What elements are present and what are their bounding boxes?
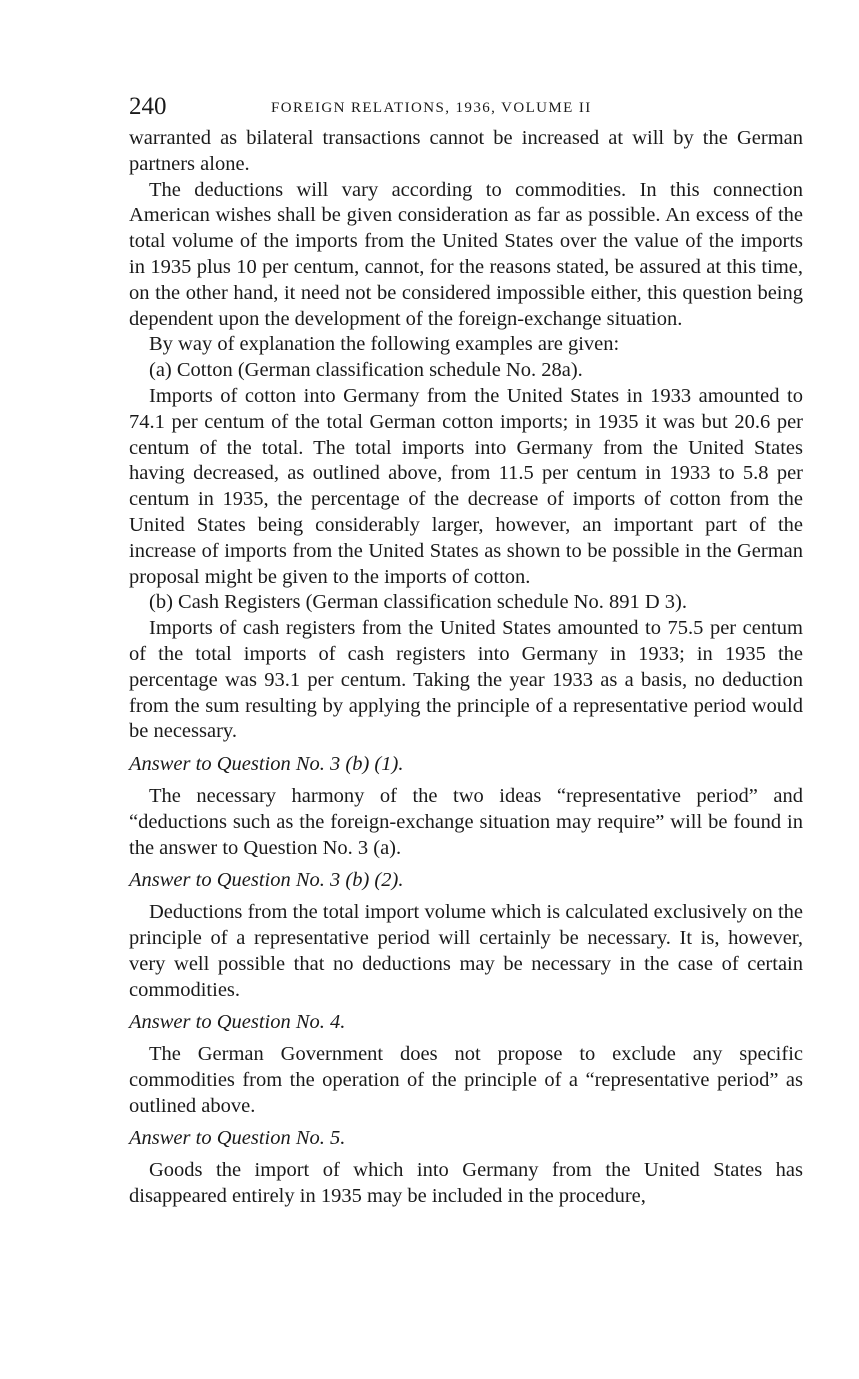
section-heading: Answer to Question No. 3 (b) (1). [129,753,404,776]
running-head: FOREIGN RELATIONS, 1936, VOLUME II [271,100,592,116]
paragraph: Deductions from the total import volume which is calculated exclusively on the principle of a representative period will certainly be necessary. It is, however, very well possible that no deductions may be necessary in the case of certain commodities. [129,901,803,1001]
paragraph: Goods the import of which into Germany from the United States has disappeared entirely in 1935 may be included in the procedure, [129,1159,803,1208]
example-heading-cotton: (a) Cotton (German classification schedule No. 28a). [149,359,583,382]
example-heading-cash-registers: (b) Cash Registers (German classification schedule No. 891 D 3). [149,591,687,614]
paragraph: By way of explanation the following examples are given: [149,333,620,356]
page-number: 240 [129,93,167,120]
section-heading: Answer to Question No. 4. [129,1011,346,1034]
paragraph: warranted as bilateral transactions cannot be increased at will by the German partners alone. [129,127,803,175]
document-page [129,92,803,1210]
paragraph: The necessary harmony of the two ideas “representative period” and “deductions such as the foreign-exchange situation may require” will be found in the answer to Question No. 3 (a). [129,784,803,859]
section-heading: Answer to Question No. 3 (b) (2). [129,869,404,892]
paragraph: Imports of cotton into Germany from the United States in 1933 amounted to 74.1 per centum of the total German cotton imports; in 1935 it was but 20.6 per centum of the total. The total imports into Germany from the United States having decreased, as outlined above, from 11.5 per centum in 1933 to 5.8 per centum in 1935, the percentage of the decrease of imports of cotton from the United States being considerably larger, however, an important part of the increase of imports from the United States as shown to be possible in the German proposal might be given to the imports of cotton. [129,384,803,588]
paragraph: The German Government does not propose to exclude any specific commodities from the operation of the principle of a “representative period” as outlined above. [129,1043,803,1117]
body-text [129,126,803,1210]
section-heading: Answer to Question No. 5. [129,1127,346,1150]
page-header [129,92,803,126]
paragraph: The deductions will vary according to commodities. In this connection American wishes shall be given consideration as far as possible. An excess of the total volume of the imports from the United States over the value of the imports in 1935 plus 10 per centum, cannot, for the reasons stated, be assured at this time, on the other hand, it need not be considered impossible either, this question being dependent upon the development of the foreign-exchange situation. [129,178,803,330]
paragraph: Imports of cash registers from the United States amounted to 75.5 per centum of the total imports of cash registers into Germany in 1933; in 1935 the percentage was 93.1 per centum. Taking the year 1933 as a basis, no deduction from the sum resulting by applying the principle of a representative period would be necessary. [129,617,803,743]
